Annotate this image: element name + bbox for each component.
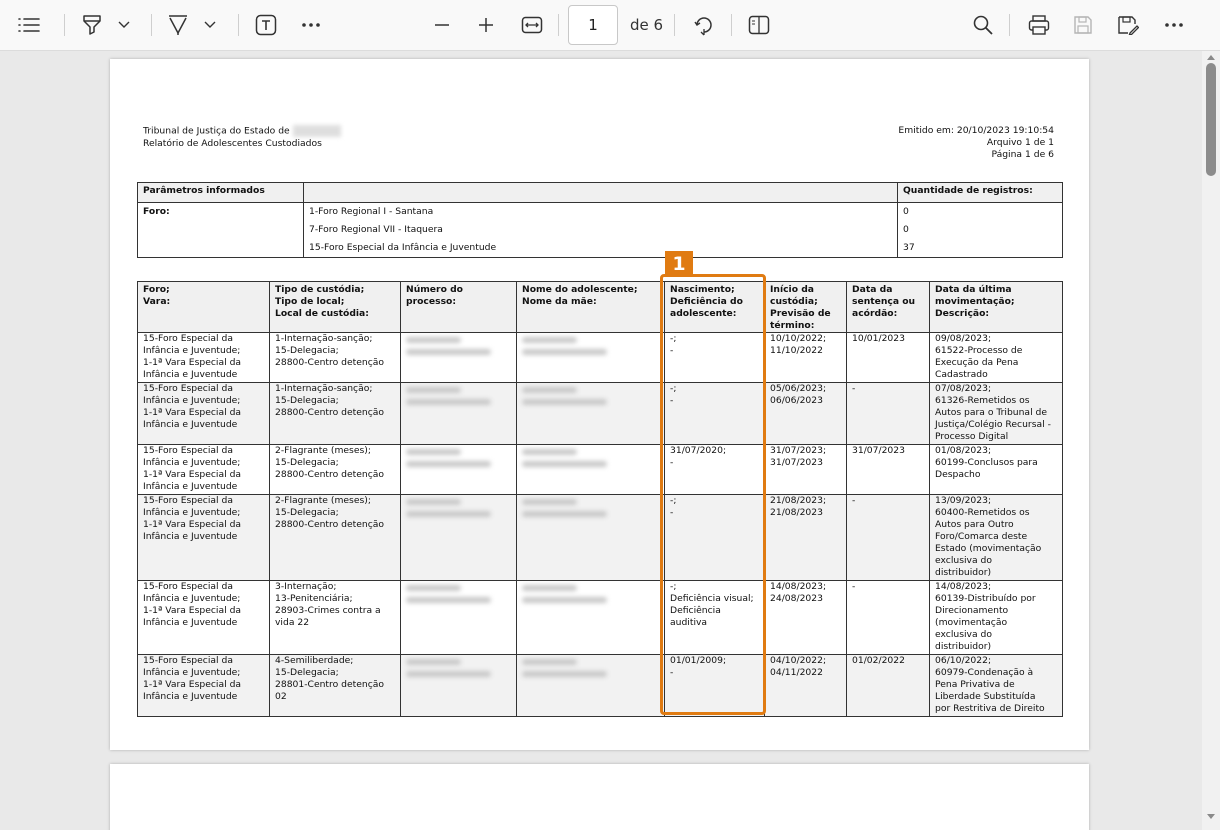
table-row <box>138 655 1063 717</box>
custody-type-cell: 1-Internação-sanção; 15-Delegacia; 28800-Centro detenção <box>270 383 401 445</box>
count-list <box>898 203 1063 258</box>
annotation-label: 1 <box>665 251 693 277</box>
redacted-text <box>522 597 607 603</box>
table-header-row <box>138 282 1063 333</box>
report-header-right <box>898 125 1054 161</box>
custody-start-cell: 04/10/2022; 04/11/2022 <box>765 655 847 717</box>
birth-deficiency-cell: -; - <box>665 333 765 383</box>
last-movement-cell: 06/10/2022; 60979-Condenação à Pena Privativa de Liberdade Substituída por Restritiva de Direito <box>930 655 1063 717</box>
redacted-text <box>522 461 607 467</box>
process-number-cell <box>401 333 517 383</box>
foro-cell: 15-Foro Especial da Infância e Juventude; 1-1ª Vara Especial da Infância e Juventude <box>138 333 270 383</box>
custody-start-cell: 10/10/2022; 11/10/2022 <box>765 333 847 383</box>
foro-cell: 15-Foro Especial da Infância e Juventude; 1-1ª Vara Especial da Infância e Juventude <box>138 445 270 495</box>
court-name: Tribunal de Justiça do Estado de <box>143 125 290 137</box>
table-row <box>138 333 1063 383</box>
page-number-input[interactable]: 1 <box>568 5 618 45</box>
fit-width-icon[interactable] <box>518 8 546 42</box>
process-number-cell <box>401 581 517 655</box>
column-header: Tipo de custódia; Tipo de local; Local de custódia: <box>270 282 401 333</box>
zoom-out-icon[interactable] <box>430 8 454 42</box>
custody-start-cell: 14/08/2023; 24/08/2023 <box>765 581 847 655</box>
birth-deficiency-cell: -; - <box>665 495 765 581</box>
column-header: Nascimento; Deficiência do adolescente: <box>665 282 765 333</box>
foro-cell: 15-Foro Especial da Infância e Juventude; 1-1ª Vara Especial da Infância e Juventude <box>138 495 270 581</box>
redacted-text <box>522 671 607 677</box>
save-icon[interactable] <box>1069 8 1097 42</box>
custody-type-cell: 4-Semiliberdade; 15-Delegacia; 28801-Centro detenção 02 <box>270 655 401 717</box>
name-cell <box>517 333 665 383</box>
column-header: Início da custódia; Previsão de término: <box>765 282 847 333</box>
sentence-date-cell: 31/07/2023 <box>847 445 930 495</box>
count-item: 0 <box>903 224 909 235</box>
last-movement-cell: 14/08/2023; 60139-Distribuído por Direcionamento (movimentação exclusiva do distribuidor) <box>930 581 1063 655</box>
sentence-date-cell: - <box>847 495 930 581</box>
scroll-down-arrow-icon[interactable] <box>1207 814 1215 819</box>
foro-cell: 15-Foro Especial da Infância e Juventude; 1-1ª Vara Especial da Infância e Juventude <box>138 655 270 717</box>
custody-start-cell: 05/06/2023; 06/06/2023 <box>765 383 847 445</box>
foro-label: Foro: <box>138 203 304 258</box>
column-header: Data da sentença ou acórdão: <box>847 282 930 333</box>
list-icon[interactable] <box>14 8 44 42</box>
redacted-text <box>293 125 341 137</box>
process-number-cell <box>401 383 517 445</box>
scroll-up-arrow-icon[interactable] <box>1207 55 1215 60</box>
last-movement-cell: 13/09/2023; 60400-Remetidos os Autos para Outro Foro/Comarca deste Estado (movimentação exclusiva do distribuidor) <box>930 495 1063 581</box>
last-movement-cell: 01/08/2023; 60199-Conclusos para Despacho <box>930 445 1063 495</box>
foro-item: 7-Foro Regional VII - Itaquera <box>309 224 443 235</box>
zoom-in-icon[interactable] <box>474 8 498 42</box>
custody-type-cell: 3-Internação; 13-Penitenciária; 28903-Crimes contra a vida 22 <box>270 581 401 655</box>
count-item: 37 <box>903 242 915 253</box>
scroll-thumb[interactable] <box>1206 63 1216 176</box>
custody-table <box>137 281 1063 717</box>
params-header: Parâmetros informados <box>138 183 304 203</box>
table-row <box>138 445 1063 495</box>
sentence-date-cell: - <box>847 383 930 445</box>
redacted-text <box>406 659 461 665</box>
pdf-toolbar <box>0 0 1220 51</box>
foro-list <box>304 203 898 258</box>
pdf-page <box>110 59 1089 750</box>
sentence-date-cell: 10/01/2023 <box>847 333 930 383</box>
custody-start-cell: 21/08/2023; 21/08/2023 <box>765 495 847 581</box>
chevron-down-icon[interactable] <box>200 8 220 42</box>
redacted-text <box>522 387 577 393</box>
process-number-cell <box>401 655 517 717</box>
page-view-icon[interactable] <box>745 8 773 42</box>
custody-type-cell: 2-Flagrante (meses); 15-Delegacia; 28800-Centro detenção <box>270 495 401 581</box>
redacted-text <box>522 349 607 355</box>
redacted-text <box>522 511 607 517</box>
column-header: Foro; Vara: <box>138 282 270 333</box>
redacted-text <box>522 499 577 505</box>
custody-type-cell: 1-Internação-sanção; 15-Delegacia; 28800-Centro detenção <box>270 333 401 383</box>
birth-deficiency-cell: -; - <box>665 383 765 445</box>
redacted-text <box>406 399 491 405</box>
name-cell <box>517 655 665 717</box>
issued-at: Emitido em: 20/10/2023 19:10:54 <box>898 125 1054 136</box>
redacted-text <box>406 337 461 343</box>
redacted-text <box>406 349 491 355</box>
params-count-header: Quantidade de registros: <box>898 183 1063 203</box>
foro-item: 1-Foro Regional I - Santana <box>309 206 434 217</box>
file-count: Arquivo 1 de 1 <box>986 137 1054 148</box>
save-as-icon[interactable] <box>1114 8 1142 42</box>
name-cell <box>517 383 665 445</box>
sentence-date-cell: 01/02/2022 <box>847 655 930 717</box>
draw-icon[interactable] <box>163 8 193 42</box>
last-movement-cell: 07/08/2023; 61326-Remetidos os Autos para o Tribunal de Justiça/Colégio Recursal - Processo Digital <box>930 383 1063 445</box>
birth-deficiency-cell: 01/01/2009; - <box>665 655 765 717</box>
birth-deficiency-cell: -; Deficiência visual; Deficiência auditiva <box>665 581 765 655</box>
print-icon[interactable] <box>1024 8 1054 42</box>
count-item: 0 <box>903 206 909 217</box>
report-header-left <box>143 125 341 150</box>
name-cell <box>517 445 665 495</box>
redacted-text <box>406 499 461 505</box>
redacted-text <box>522 585 577 591</box>
annotation-highlight-box <box>660 274 766 715</box>
table-row <box>138 495 1063 581</box>
pdf-page <box>110 764 1089 830</box>
parameters-table <box>137 182 1063 258</box>
foro-item: 15-Foro Especial da Infância e Juventude <box>309 242 497 253</box>
redacted-text <box>406 597 491 603</box>
redacted-text <box>406 671 491 677</box>
redacted-text <box>522 337 577 343</box>
last-movement-cell: 09/08/2023; 61522-Processo de Execução da Pena Cadastrado <box>930 333 1063 383</box>
redacted-text <box>522 659 577 665</box>
redacted-text <box>406 387 461 393</box>
process-number-cell <box>401 445 517 495</box>
process-number-cell <box>401 495 517 581</box>
page-count-label: de 6 <box>630 16 664 34</box>
redacted-text <box>522 399 607 405</box>
redacted-text <box>406 511 491 517</box>
redacted-text <box>522 449 577 455</box>
column-header: Nome do adolescente; Nome da mãe: <box>517 282 665 333</box>
foro-cell: 15-Foro Especial da Infância e Juventude; 1-1ª Vara Especial da Infância e Juventude <box>138 383 270 445</box>
search-icon[interactable] <box>969 8 997 42</box>
sentence-date-cell: - <box>847 581 930 655</box>
chevron-down-icon[interactable] <box>114 8 134 42</box>
redacted-text <box>406 449 461 455</box>
birth-deficiency-cell: 31/07/2020; - <box>665 445 765 495</box>
custody-start-cell: 31/07/2023; 31/07/2023 <box>765 445 847 495</box>
name-cell <box>517 495 665 581</box>
page-count: Página 1 de 6 <box>991 149 1054 160</box>
column-header: Número do processo: <box>401 282 517 333</box>
more-icon[interactable] <box>297 8 325 42</box>
name-cell <box>517 581 665 655</box>
column-header: Data da última movimentação; Descrição: <box>930 282 1063 333</box>
report-title: Relatório de Adolescentes Custodiados <box>143 137 322 149</box>
highlighter-icon[interactable] <box>78 8 106 42</box>
table-row <box>138 581 1063 655</box>
custody-type-cell: 2-Flagrante (meses); 15-Delegacia; 28800-Centro detenção <box>270 445 401 495</box>
text-icon[interactable] <box>252 8 280 42</box>
table-row <box>138 383 1063 445</box>
params-header-empty <box>304 183 898 203</box>
foro-cell: 15-Foro Especial da Infância e Juventude; 1-1ª Vara Especial da Infância e Juventude <box>138 581 270 655</box>
redacted-text <box>406 461 491 467</box>
vertical-scrollbar[interactable] <box>1202 51 1220 830</box>
more-icon[interactable] <box>1160 8 1188 42</box>
rotate-icon[interactable] <box>690 8 718 42</box>
redacted-text <box>406 585 461 591</box>
